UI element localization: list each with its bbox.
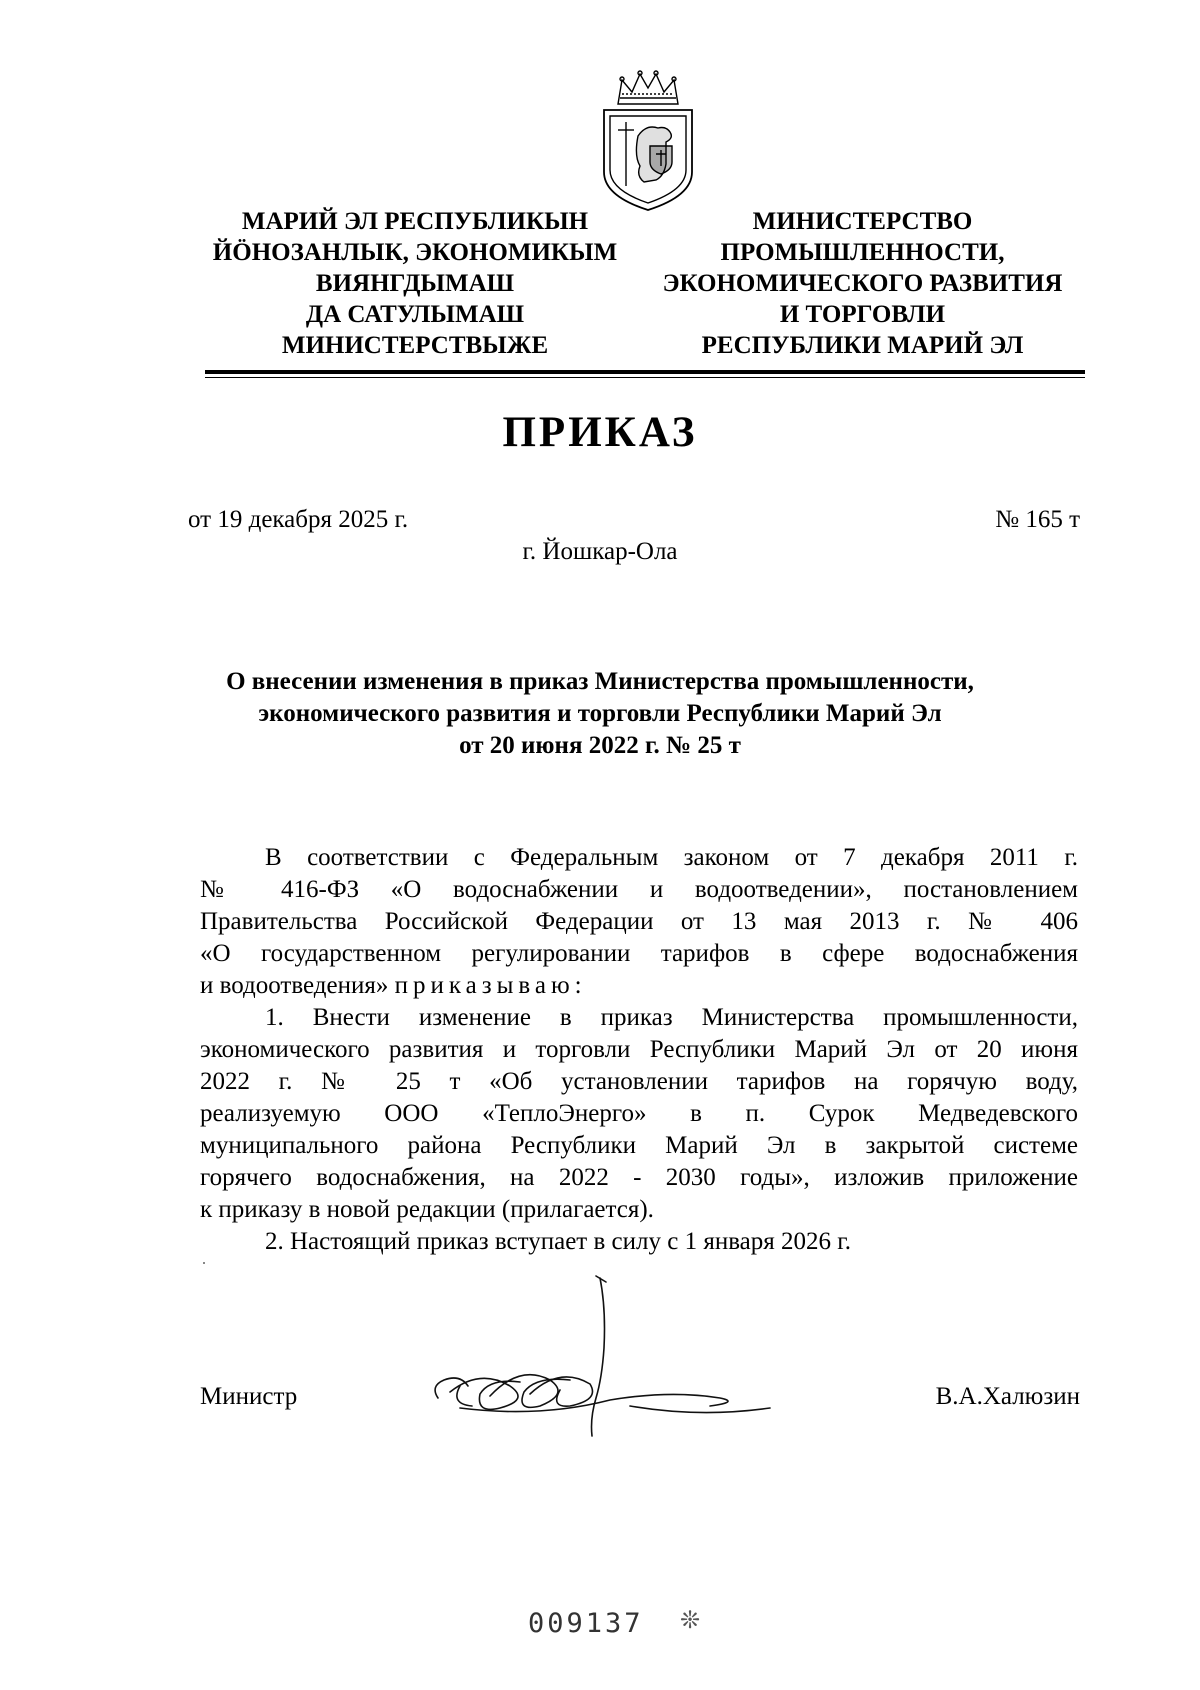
body-line: «О государственном регулировании тарифов в сфере водоснабжения xyxy=(200,940,1078,967)
header-left-line: ДА САТУЛЫМАШ xyxy=(305,301,525,328)
document-date: от 19 декабря 2025 г. xyxy=(188,506,409,533)
serial-number: 009137 xyxy=(528,1608,644,1639)
document-title: ПРИКАЗ xyxy=(502,409,698,456)
header-left-line: ЙӦНОЗАНЛЫК, ЭКОНОМИКЫМ xyxy=(212,239,618,266)
coat-of-arms-emblem xyxy=(600,66,696,214)
document-city: г. Йошкар-Ола xyxy=(522,538,678,565)
header-left-line: МАРИЙ ЭЛ РЕСПУБЛИКЫН xyxy=(241,208,589,235)
header-right-line: РЕСПУБЛИКИ МАРИЙ ЭЛ xyxy=(701,332,1024,359)
serial-asterisk-mark: ❊ xyxy=(680,1608,701,1634)
body-line: экономического развития и торговли Республики Марий Эл от 20 июня xyxy=(200,1036,1078,1063)
body-line: горячего водоснабжения, на 2022 - 2030 годы», изложив приложение xyxy=(200,1164,1078,1191)
subject-line: экономического развития и торговли Республики Марий Эл xyxy=(258,700,942,727)
body-line: муниципального района Республики Марий Эл в закрытой системе xyxy=(200,1132,1078,1159)
body-line: к приказу в новой редакции (прилагается). xyxy=(200,1196,654,1223)
handwritten-signature xyxy=(420,1268,850,1448)
scan-speck xyxy=(203,1262,205,1264)
preamble-end: и водоотведения» xyxy=(200,972,389,999)
body-line: 2022 г. № 25 т «Об установлении тарифов на горячую воду, xyxy=(200,1068,1078,1095)
subject-line: от 20 июня 2022 г. № 25 т xyxy=(459,732,741,759)
body-line xyxy=(200,970,1078,1002)
signatory-name: В.А.Халюзин xyxy=(935,1383,1080,1410)
signatory-role: Министр xyxy=(200,1383,298,1410)
body-line: 1. Внести изменение в приказ Министерства промышленности, xyxy=(265,1004,1078,1031)
order-word: приказываю: xyxy=(394,972,587,999)
subject-line: О внесении изменения в приказ Министерства промышленности, xyxy=(226,668,974,695)
header-left-line: ВИЯНГДЫМАШ xyxy=(315,270,515,297)
body-line: В соответствии с Федеральным законом от 7 декабря 2011 г. xyxy=(265,844,1078,871)
body-line: 2. Настоящий приказ вступает в силу с 1 января 2026 г. xyxy=(265,1228,851,1255)
document-subject xyxy=(150,666,1050,762)
document-number: № 165 т xyxy=(995,506,1080,533)
header-right-line: ЭКОНОМИЧЕСКОГО РАЗВИТИЯ xyxy=(662,270,1063,297)
body-line: Правительства Российской Федерации от 13 мая 2013 г. № 406 xyxy=(200,908,1078,935)
header-divider-thin xyxy=(205,377,1085,378)
header-left-block xyxy=(170,206,660,361)
body-line: реализуемую ООО «ТеплоЭнерго» в п. Сурок Медведевского xyxy=(200,1100,1078,1127)
header-divider-thick xyxy=(205,370,1085,374)
header-right-line: И ТОРГОВЛИ xyxy=(779,301,946,328)
header-right-line: ПРОМЫШЛЕННОСТИ, xyxy=(720,239,1005,266)
header-right-block xyxy=(635,206,1090,361)
header-right-line: МИНИСТЕРСТВО xyxy=(752,208,973,235)
header-left-line: МИНИСТЕРСТВЫЖЕ xyxy=(281,332,549,359)
body-line: № 416-ФЗ «О водоснабжении и водоотведении», постановлением xyxy=(200,876,1078,903)
